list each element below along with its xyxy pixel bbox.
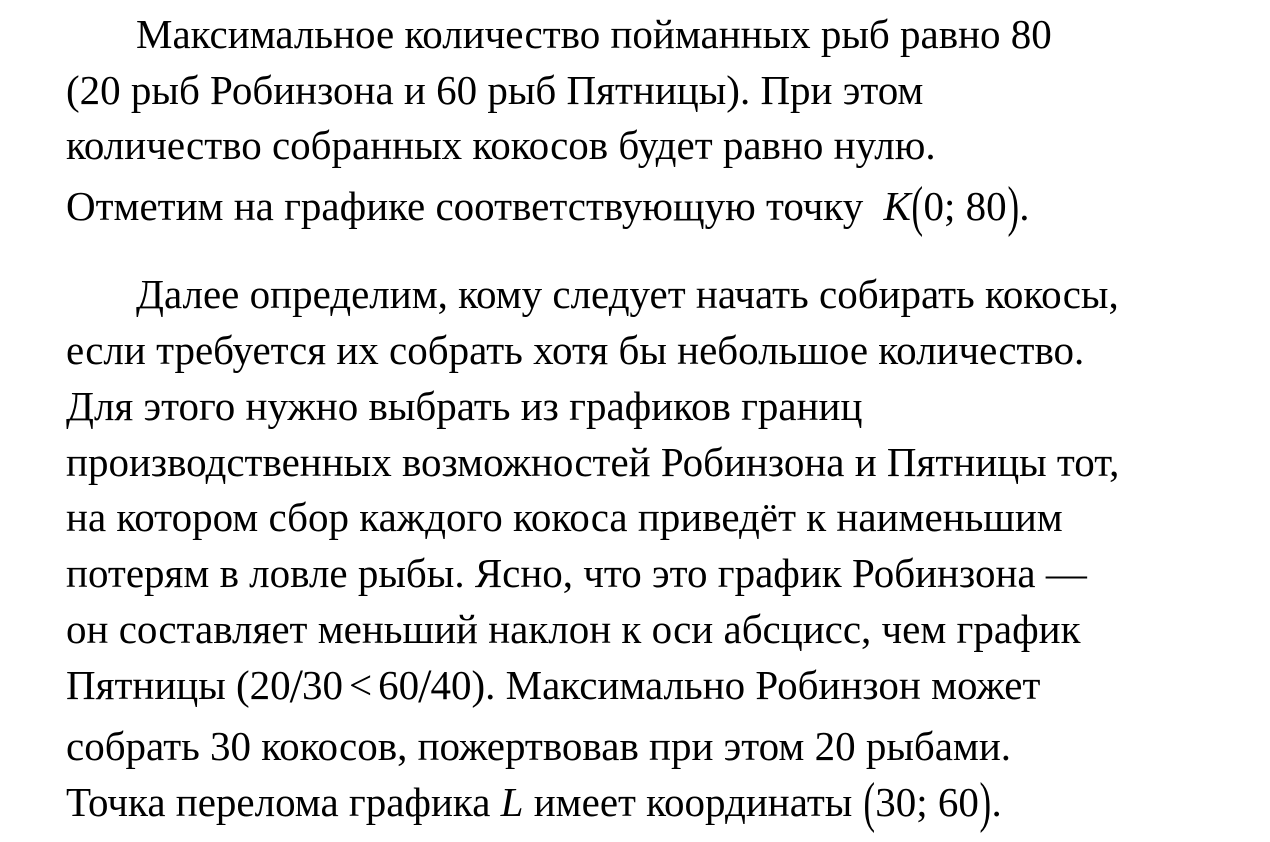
p2-line-4: производственных возможностей Робинзона и Пятницы тот, xyxy=(66,439,1120,485)
slope-a-den: 30 xyxy=(302,662,344,708)
p2-line-10-prefix: Точка перелома графика xyxy=(66,779,491,825)
p2-line-3: Для этого нужно выбрать из графиков границ xyxy=(66,383,863,429)
slope-b-num: 60 xyxy=(378,662,420,708)
open-paren: ( xyxy=(911,176,923,238)
p2-line-7: он составляет меньший наклон к оси абсцисс, чем график xyxy=(66,606,1081,652)
fraction-slash: / xyxy=(418,660,432,713)
open-paren: ( xyxy=(863,772,875,834)
close-paren: ) xyxy=(979,772,992,834)
p1-line-3: количество собранных кокосов будет равно нулю. xyxy=(66,122,936,168)
point-k-y: 80 xyxy=(965,183,1007,229)
p2-line-5: на котором сбор каждого кокоса приведёт к наименьшим xyxy=(66,494,1063,540)
less-than-sign: < xyxy=(349,662,373,708)
point-k-sep: ; xyxy=(943,183,956,229)
p1-line-1: Максимальное количество пойманных рыб равно 80 xyxy=(136,11,1052,57)
point-k-label: K xyxy=(883,183,911,229)
p1-line-4 xyxy=(66,176,1030,238)
p2-line-8 xyxy=(66,660,1041,713)
point-k-x: 0 xyxy=(923,183,944,229)
point-l-end: . xyxy=(991,779,1002,825)
p2-line-8-prefix: Пятницы ( xyxy=(66,662,250,708)
p1-line-2: (20 рыб Робинзона и 60 рыб Пятницы). При этом xyxy=(66,67,924,113)
p2-line-10 xyxy=(66,772,1002,834)
point-l-middle: имеет координаты xyxy=(533,779,853,825)
close-paren: ) xyxy=(1007,176,1019,238)
point-l-x: 30 xyxy=(875,779,917,825)
point-k-formula xyxy=(883,176,1019,238)
slope-a-num: 20 xyxy=(249,662,291,708)
fraction-slash: / xyxy=(289,660,304,713)
slope-b-den: 40 xyxy=(430,662,472,708)
point-l-sep: ; xyxy=(916,779,928,825)
p2-line-9: собрать 30 кокосов, пожертвовав при этом 20 рыбами. xyxy=(66,723,1012,769)
p2-line-8-suffix: ). Максимально Робинзон может xyxy=(471,662,1041,708)
p2-line-6: потерям в ловле рыбы. Ясно, что это график Робинзона — xyxy=(66,550,1087,596)
point-l-label: L xyxy=(500,779,524,825)
p2-line-1: Далее определим, кому следует начать собирать кокосы, xyxy=(136,271,1119,317)
slope-comparison-formula xyxy=(249,660,472,713)
point-l-y: 60 xyxy=(937,779,979,825)
point-k-end: . xyxy=(1019,183,1030,229)
p1-line-4-text: Отметим на графике соответствующую точку xyxy=(66,183,864,229)
p2-line-2: если требуется их собрать хотя бы небольшое количество. xyxy=(66,327,1085,373)
point-l-formula xyxy=(863,772,992,834)
